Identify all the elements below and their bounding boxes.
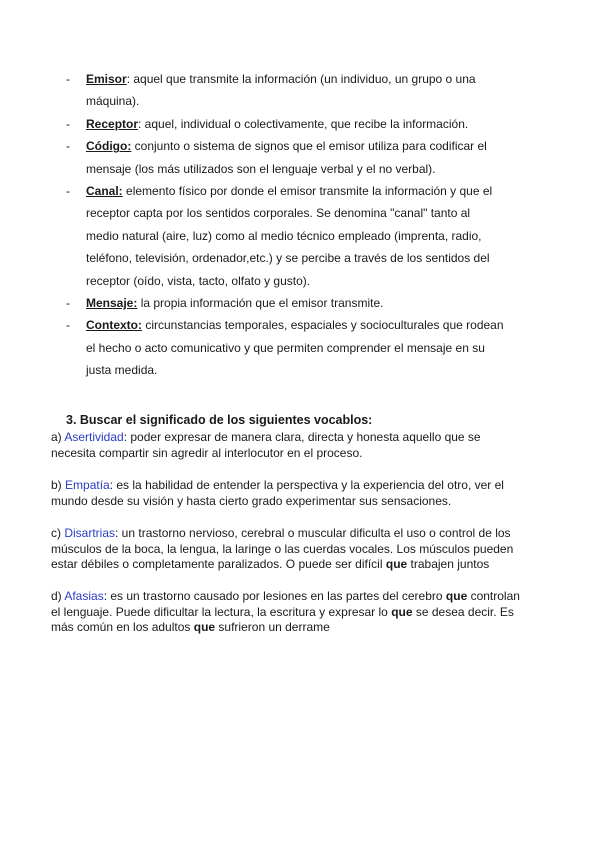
definition-text: : aquel que transmite la información (un individuo, un grupo o una máquina). — [86, 72, 476, 109]
vocab-word: Empatía — [65, 478, 110, 492]
bullet-dash: - — [66, 116, 70, 131]
vocab-word: Afasias — [64, 589, 104, 603]
vocab-prefix: b) — [51, 478, 66, 492]
vocab-text: controlan el lenguaje. Puede dificultar la lectura, la escritura y expresar lo — [51, 589, 520, 619]
definition-term: Contexto: — [86, 318, 142, 333]
vocab-text: se desea decir. Es más común en los adultos — [51, 604, 514, 635]
vocab-text: : poder expresar de manera clara, directa y honesta aquello que se necesita compartir sin agredir al interlocutor en el proceso. — [51, 430, 481, 460]
definition-text: conjunto o sistema de signos que el emisor utiliza para codificar el mensaje (los más utilizados son el lenguaje verbal y el no verbal). — [86, 139, 487, 176]
vocab-word: Disartrias — [64, 526, 116, 540]
vocab-item-empatia — [51, 478, 521, 509]
vocab-text: : es la habilidad de entender la perspectiva y la experiencia del otro, ver el mundo desde su visión y hasta cierto grado experimentar sus sensaciones. — [51, 478, 504, 508]
vocab-item-asertividad — [51, 430, 521, 461]
vocab-item-afasias — [51, 589, 521, 636]
vocab-bold-word: que — [445, 589, 468, 603]
definition-term: Canal: — [86, 184, 123, 199]
bullet-dash: - — [66, 184, 70, 199]
definition-item-mensaje — [66, 292, 506, 314]
bullet-dash: - — [66, 72, 70, 86]
bullet-dash: - — [66, 296, 70, 311]
definition-item-emisor — [66, 68, 506, 113]
vocab-item-disartrias — [51, 526, 521, 573]
vocab-bold-word: que — [391, 604, 413, 619]
definition-item-codigo — [66, 135, 506, 180]
definition-text: : aquel, individual o colectivamente, que recibe la información. — [138, 116, 469, 131]
vocab-text: : es un trastorno causado por lesiones en las partes del cerebro — [103, 589, 446, 603]
bullet-dash: - — [66, 318, 70, 333]
definition-text: la propia información que el emisor transmite. — [137, 296, 384, 311]
definition-term: Receptor — [86, 116, 139, 131]
definition-text: circunstancias temporales, espaciales y socioculturales que rodean el hecho o acto comunicativo y que permiten comprender el mensaje en su justa medida. — [86, 318, 504, 378]
definition-text: elemento físico por donde el emisor transmite la información y que el receptor capta por los sentidos corporales. Se denomina "canal" tanto al medio natural (aire, luz) como al medio técnico empleado (imprenta, radio, teléfono, televisión, ordenador,etc.) y se percibe a través de los sentidos del receptor (oído, vista, tacto, olfato y gusto). — [86, 184, 493, 288]
definition-item-receptor — [66, 113, 506, 135]
vocab-word: Asertividad — [64, 430, 124, 444]
definition-term: Código: — [86, 139, 132, 154]
definition-item-canal — [66, 180, 506, 292]
definition-term: Emisor — [86, 72, 127, 86]
vocab-text: : un trastorno nervioso, cerebral o muscular dificulta el uso o control de los músculos de la boca, la lengua, la laringe o las cuerdas vocales. Los músculos pueden estar débiles o completamente paralizados. O puede ser difícil — [51, 526, 514, 572]
vocab-prefix: d) — [51, 589, 65, 603]
vocab-prefix: c) — [51, 526, 65, 540]
vocab-bold-word: que — [193, 620, 216, 635]
vocab-bold-word: que — [385, 557, 408, 572]
definition-term: Mensaje: — [86, 296, 138, 311]
vocab-text: sufrieron un derrame — [215, 620, 330, 635]
vocab-prefix: a) — [51, 430, 65, 444]
communication-elements-list — [66, 68, 506, 382]
section-heading: 3. Buscar el significado de los siguientes vocablos: — [66, 413, 373, 427]
bullet-dash: - — [66, 139, 70, 154]
definition-item-contexto — [66, 314, 506, 381]
vocab-text: trabajen juntos — [407, 557, 490, 572]
